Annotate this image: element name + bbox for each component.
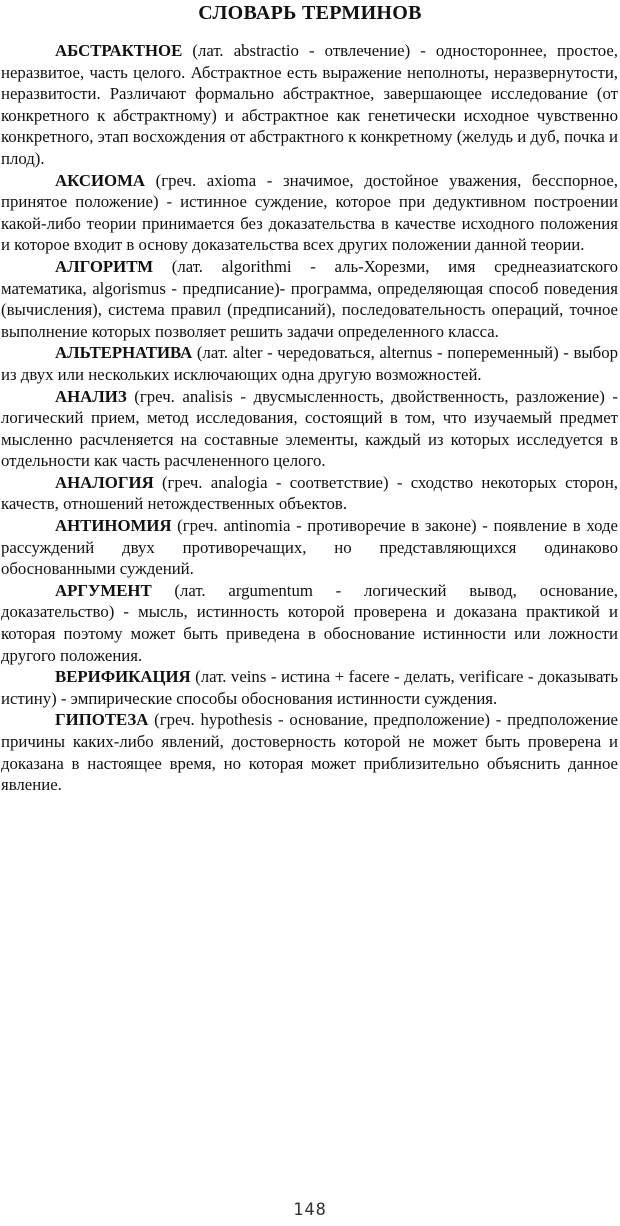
entry-term: АБСТРАКТНОЕ <box>55 41 183 60</box>
glossary-entry <box>1 386 618 472</box>
glossary-entry <box>1 170 618 256</box>
entry-text: (лат. argumentum - логический вывод, основание, доказательство) - мысль, истинность которой проверена и доказана практикой и которая поэтому может быть приведена в обоснование истинности или ложности другого положения. <box>1 580 618 665</box>
entry-text: (греч. hypothesis - основание, предположение) - предположение причины каких-либо явлений, достоверность которой не может быть проверена и доказана в настоящее время, но которая может приблизительно объяснить данное явление. <box>1 710 618 795</box>
entry-term: АНТИНОМИЯ <box>55 516 172 536</box>
entry-term: АЛЬТЕРНАТИВА <box>55 343 193 363</box>
entry-text: (лат. abstractio - отвлечение) - одностороннее, простое, неразвитое, часть целого. Абстрактное есть выражение неполноты, неразвернутости, неразвитости. Различают формально абстрактное, завершающее исследование (от конкретного к абстрактному) и абстрактное как генетически исходное чувственно конкретного, этап восхождения от абстрактного к конкретному (желудь и дуб, почка и плод). <box>1 41 618 168</box>
glossary-entry <box>1 342 618 385</box>
entry-text: (греч. analogia - соответствие) - сходство некоторых сторон, качеств, отношений нетождественных объектов. <box>1 472 618 514</box>
entry-text: (лат. veins - истина + facere - делать, verificare - доказывать истину) - эмпирические способы обоснования истинности суждения. <box>1 667 618 708</box>
glossary-entry <box>1 472 618 515</box>
glossary-entry <box>1 256 618 342</box>
entry-term: АРГУМЕНТ <box>55 580 152 600</box>
entry-text: (греч. antinomia - противоречие в законе) - появление в ходе рассуждений двух противоречащих, но представляющихся одинаково обоснованными суждений. <box>1 516 618 579</box>
entry-term: ВЕРИФИКАЦИЯ <box>55 667 191 687</box>
glossary-entry <box>1 515 618 580</box>
glossary-entry <box>1 666 618 709</box>
entry-term: АКСИОМА <box>55 170 146 190</box>
entry-term: ГИПОТЕЗА <box>55 710 149 730</box>
entry-term: АНАЛОГИЯ <box>55 472 154 492</box>
entry-term: АНАЛИЗ <box>55 386 127 406</box>
entry-term: АЛГОРИТМ <box>55 256 154 276</box>
entry-text: (греч. analisis - двусмысленность, двойственность, разложение) - логический прием, метод исследования, состоящий в том, что изучаемый предмет мысленно расчленяется на составные элементы, каждый из которых исследуется в отдельности как часть расчлененного целого. <box>1 386 618 471</box>
entry-text: (греч. axioma - значимое, достойное уважения, бесспорное, принятое положение) - истинное суждение, которое при дедуктивном построении какой-либо теории принимается без доказательства в качестве исходного положения и которое входит в основу доказательства всех других положении данной теории. <box>1 170 618 255</box>
entry-text: (лат. alter - чередоваться, alternus - попеременный) - выбор из двух или нескольких исключающих одна другую возможностей. <box>1 343 618 384</box>
glossary-entry <box>1 709 618 795</box>
glossary-entry <box>1 580 618 666</box>
entry-text: (лат. algorithmi - аль-Хорезми, имя среднеазиатского математика, algorismus - предписание)- программа, определяющая способ поведения (вычисления), система правил (предписаний), последовательность операций, точное выполнение которых позволяет решить задачи определенного класса. <box>1 256 618 341</box>
glossary-entry <box>1 40 618 170</box>
page-title: СЛОВАРЬ ТЕРМИНОВ <box>198 2 422 24</box>
glossary-body <box>0 40 620 796</box>
page-number: 148 <box>293 1200 327 1220</box>
